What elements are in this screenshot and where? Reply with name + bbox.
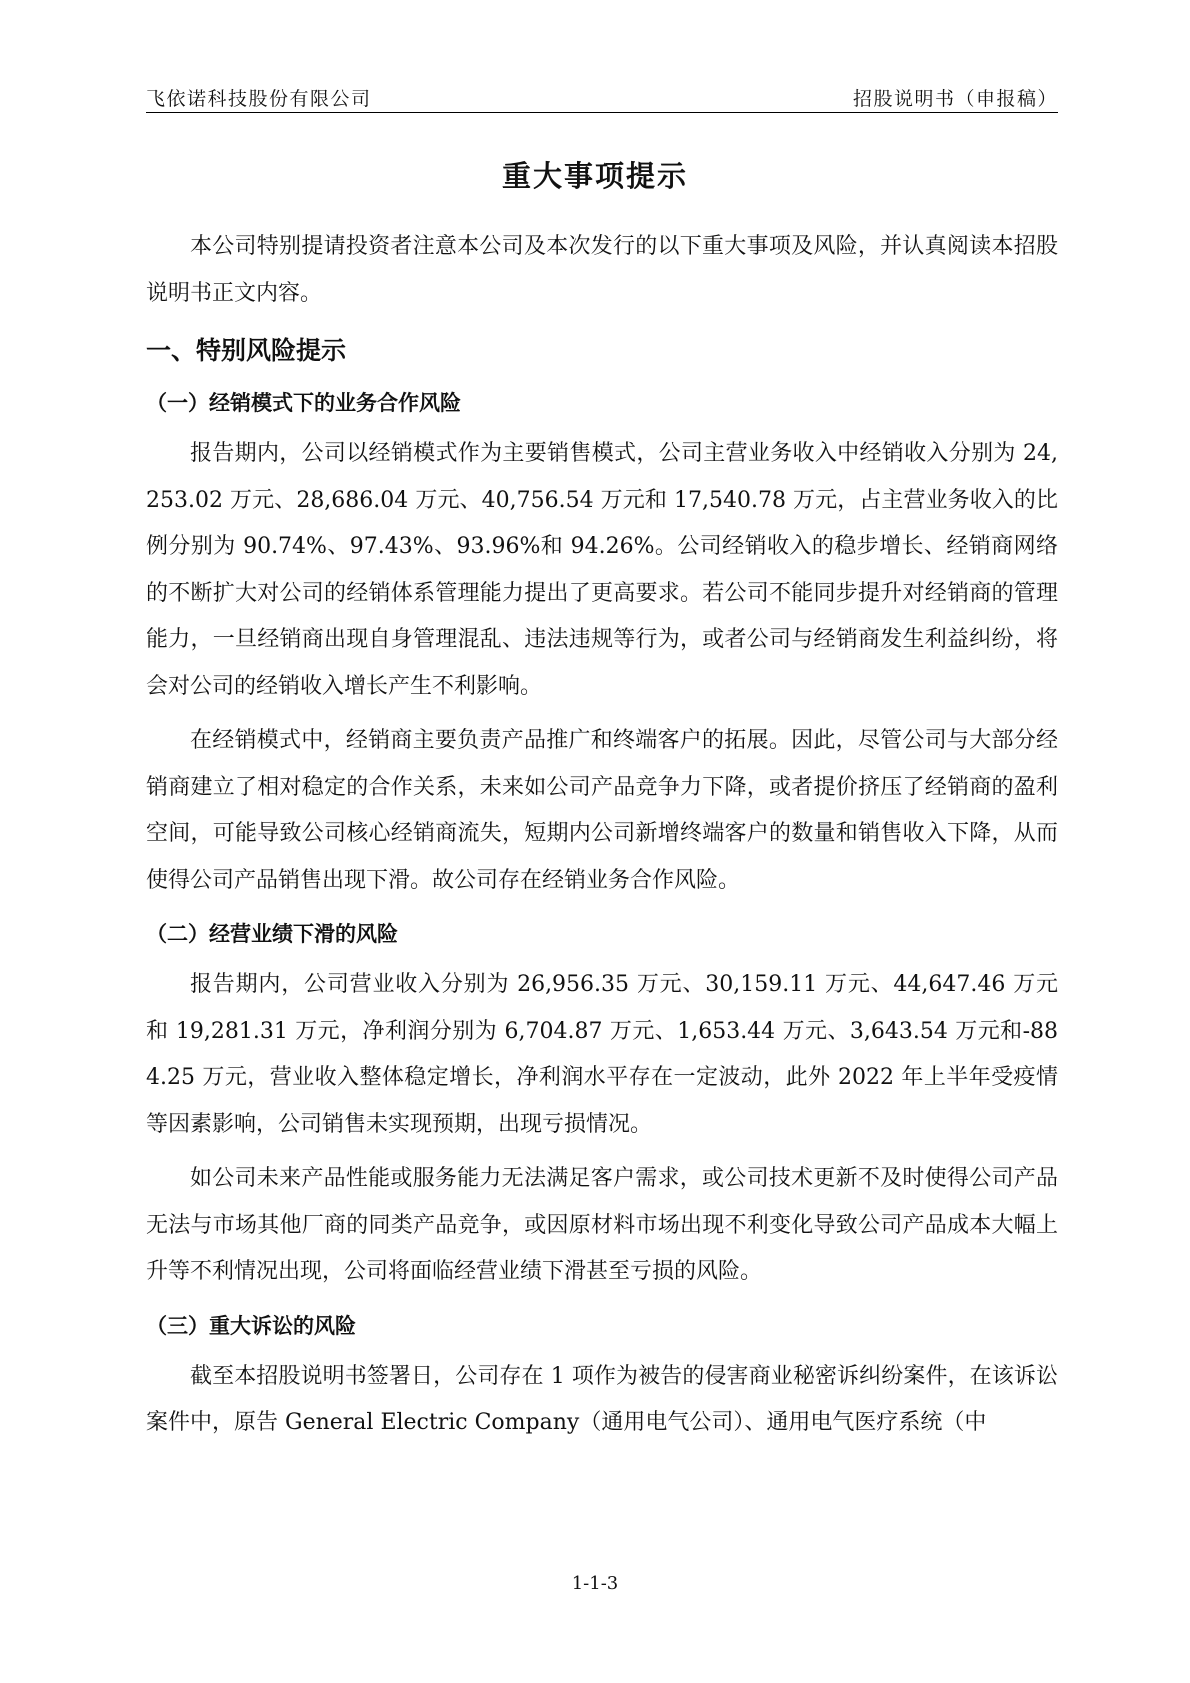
page-title: 重大事项提示 (501, 159, 688, 193)
subsection-heading-distribution-risk: （一）经销模式下的业务合作风险 (146, 391, 461, 415)
distribution-risk-paragraph-2: 在经销模式中，经销商主要负责产品推广和终端客户的拓展。因此，尽管公司与大部分经销商建立了相对稳定的合作关系，未来如公司产品竞争力下降，或者提价挤压了经销商的盈利空间，可能导致公司核心经销商流失，短期内公司新增终端客户的数量和销售收入下降，从而使得公司产品销售出现下滑。故公司存在经销业务合作风险。 (146, 728, 1058, 893)
page-header (146, 84, 1058, 113)
header-company-name: 飞依诺科技股份有限公司 (146, 88, 372, 110)
header-document-type: 招股说明书（申报稿） (852, 88, 1058, 110)
distribution-risk-paragraph-1: 报告期内，公司以经销模式作为主要销售模式，公司主营业务收入中经销收入分别为 24,253.02 万元、28,686.04 万元、40,756.54 万元和 17,540.78 万元，占主营业务收入的比例分别为 90.74%、97.43%、93.96%和 94.26%。公司经销收入的稳步增长、经销商网络的不断扩大对公司的经销体系管理能力提出了更高要求。若公司不能同步提升对经销商的管理能力，一旦经销商出现自身管理混乱、违法违规等行为，或者公司与经销商发生利益纠纷，将会对公司的经销收入增长产生不利影响。 (146, 441, 1058, 699)
litigation-risk-paragraph-1: 截至本招股说明书签署日，公司存在 1 项作为被告的侵害商业秘密诉纠纷案件，在该诉讼案件中，原告 General Electric Company（通用电气公司）、通用电气医疗系统（中 (146, 1363, 1058, 1435)
section-heading-special-risks: 一、特别风险提示 (146, 336, 347, 365)
page-number: 1-1-3 (571, 1573, 619, 1594)
intro-paragraph: 本公司特别提请投资者注意本公司及本次发行的以下重大事项及风险，并认真阅读本招股说明书正文内容。 (146, 234, 1058, 306)
performance-risk-paragraph-1: 报告期内，公司营业收入分别为 26,956.35 万元、30,159.11 万元、44,647.46 万元和 19,281.31 万元，净利润分别为 6,704.87 万元、1,653.44 万元、3,643.54 万元和-884.25 万元，营业收入整体稳定增长，净利润水平存在一定波动，此外 2022 年上半年受疫情等因素影响，公司销售未实现预期，出现亏损情况。 (146, 972, 1058, 1137)
subsection-heading-litigation-risk: （三）重大诉讼的风险 (146, 1313, 356, 1338)
main-content (146, 224, 1058, 1455)
performance-risk-paragraph-2: 如公司未来产品性能或服务能力无法满足客户需求，或公司技术更新不及时使得公司产品无法与市场其他厂商的同类产品竞争，或因原材料市场出现不利变化导致公司产品成本大幅上升等不利情况出现，公司将面临经营业绩下滑甚至亏损的风险。 (146, 1166, 1058, 1284)
subsection-heading-performance-decline-risk: （二）经营业绩下滑的风险 (146, 922, 398, 946)
